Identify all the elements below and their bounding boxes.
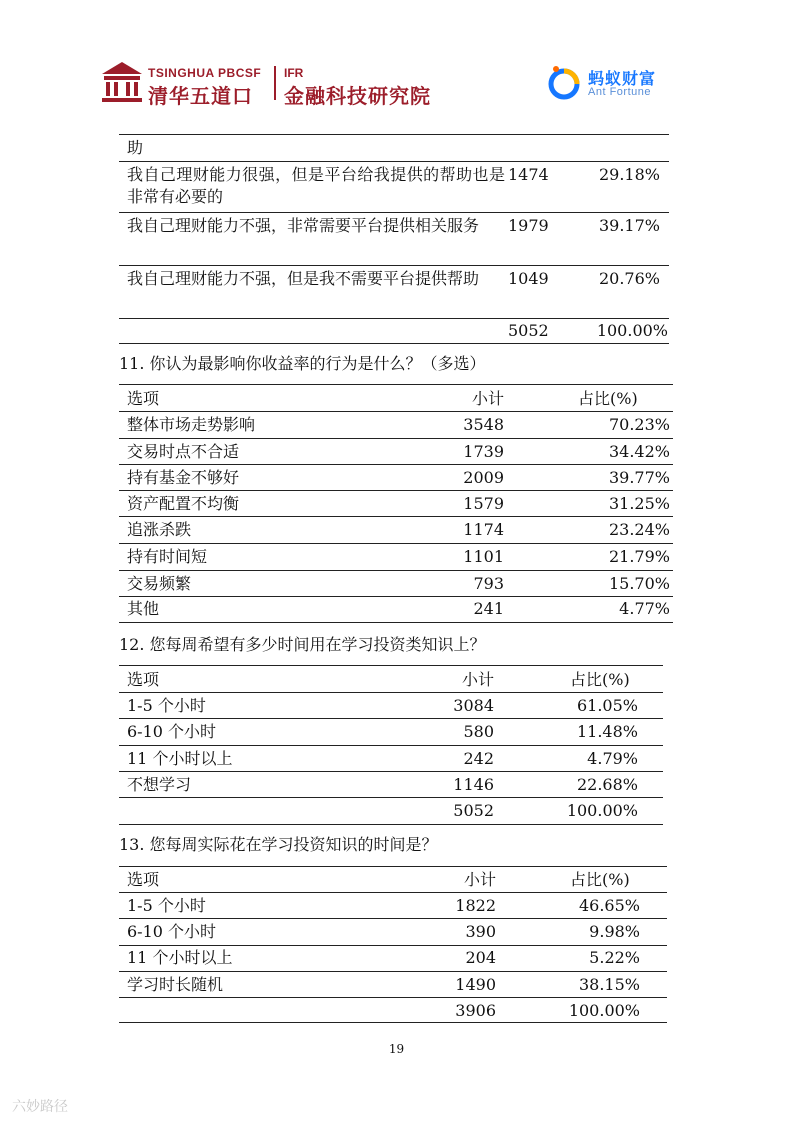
table-header-count: 小计 [461,670,494,689]
table-cell-option: 11 个小时以上 [127,948,233,967]
question-11-title: 11. 你认为最影响你收益率的行为是什么？（多选） [119,354,486,373]
table-cell-pct: 5.22% [589,948,640,967]
table-header-count: 小计 [471,389,504,408]
table-cell-option: 6-10 个小时 [127,722,217,741]
table-cell-pct: 11.48% [576,722,638,741]
question-12-title: 12. 您每周希望有多少时间用在学习投资类知识上？ [119,635,486,654]
page-number: 19 [388,1042,405,1056]
table-cell-count: 1146 [453,775,494,794]
table-cell-pct: 23.24% [608,520,670,539]
table-rule [119,918,667,919]
table-cell-pct: 15.70% [608,574,670,593]
table-rule [119,945,667,946]
table-cell-count: 1049 [508,269,549,288]
table-cell-option: 1-5 个小时 [127,696,206,715]
table-cell-pct: 61.05% [576,696,638,715]
table-cell-pct: 39.77% [608,468,670,487]
table-cell-count: 1822 [455,896,496,915]
table-rule [119,384,673,385]
table-cell-option: 追涨杀跌 [127,520,192,539]
table-cell-pct: 38.15% [578,975,640,994]
table-total-count: 5052 [453,801,494,820]
logo-english-name: TSINGHUA PBCSF [148,66,262,80]
table-cell-option: 1-5 个小时 [127,896,206,915]
table-cell-pct: 9.98% [589,922,640,941]
ant-fortune-english: Ant Fortune [588,86,651,98]
table-total-pct: 100.00% [568,1001,640,1020]
ant-fortune-icon [546,64,582,100]
table-rule [119,438,673,439]
table-rule [119,665,663,666]
table-cell-count: 1490 [455,975,496,994]
table-cell-count: 1174 [463,520,504,539]
table-cell-option: 交易频繁 [127,574,192,593]
table-header-pct: 占比(%) [578,389,638,408]
table-cell-option: 资产配置不均衡 [127,494,240,513]
table-cell-pct: 22.68% [576,775,638,794]
table-cell-pct: 70.23% [608,415,670,434]
table-rule [119,1022,667,1023]
table-rule [119,265,669,266]
table-cell-count: 1579 [463,494,504,513]
table-cell-pct: 4.79% [587,749,638,768]
table-rule [119,692,663,693]
table-cell-option: 6-10 个小时 [127,922,217,941]
table-cell-count: 2009 [463,468,504,487]
tsinghua-emblem-icon [100,60,144,104]
table-cell-count: 241 [473,599,504,618]
logo-chinese-name: 清华五道口 [148,84,253,108]
table-rule [119,490,673,491]
table-header-pct: 占比(%) [570,870,630,889]
table-cell-pct: 46.65% [578,896,640,915]
table-cell-option: 学习时长随机 [127,975,224,994]
table-cell-count: 580 [463,722,494,741]
table-rule [119,318,669,319]
table-cell-option: 我自己理财能力不强，非常需要平台提供相关服务 [127,216,480,235]
watermark: 六妙路径 [12,1099,68,1115]
table-cell-count: 1979 [508,216,549,235]
table-header-option: 选项 [127,670,160,689]
table-header-option: 选项 [127,389,160,408]
table-rule [119,771,663,772]
ifr-label: IFR [284,66,304,80]
table-cell-count: 3084 [453,696,494,715]
table-rule [119,797,663,798]
table-cell-option: 我自己理财能力很强，但是平台给我提供的帮助也是非常有必要的 [127,165,505,206]
table-header-pct: 占比(%) [570,670,630,689]
table-cell-count: 793 [473,574,504,593]
table-rule [119,570,673,571]
table-rule [119,134,669,135]
ant-fortune-chinese: 蚂蚁财富 [588,69,657,88]
table-cell-option: 交易时点不合适 [127,442,240,461]
table-rule [119,892,667,893]
table-cell-pct: 31.25% [608,494,670,513]
table-rule [119,543,673,544]
table-cell-option: 持有时间短 [127,547,208,566]
table-total-count: 5052 [508,321,549,340]
table-cell-pct: 4.77% [619,599,670,618]
table-cell-count: 1739 [463,442,504,461]
table-header-count: 小计 [463,870,496,889]
table-rule [119,971,667,972]
ant-fortune-logo [546,64,676,104]
table-cell-option: 其他 [127,599,160,618]
table-cell-count: 3548 [463,415,504,434]
institute-name: 金融科技研究院 [284,84,431,108]
table-cell-option: 我自己理财能力不强，但是我不需要平台提供帮助 [127,269,480,288]
table-cell-count: 1474 [508,165,549,184]
table-cell-pct: 29.18% [598,165,660,184]
table-rule [119,411,673,412]
table-cell-count: 390 [465,922,496,941]
table-rule [119,745,663,746]
table-total-count: 3906 [455,1001,496,1020]
table-total-pct: 100.00% [596,321,668,340]
logo-divider [274,66,276,100]
table-rule [119,997,667,998]
table-cell-count: 204 [465,948,496,967]
table-rule [119,824,663,825]
table-rule [119,161,669,162]
table-rule [119,718,663,719]
table-header-option: 选项 [127,870,160,889]
table-cell-option: 持有基金不够好 [127,468,240,487]
table-cell-pct: 21.79% [608,547,670,566]
table-cell-count: 1101 [463,547,504,566]
table-rule [119,212,669,213]
tsinghua-pbcsf-logo [100,60,445,110]
table-cell-option: 助 [127,138,144,157]
table-cell-pct: 20.76% [598,269,660,288]
table-rule [119,464,673,465]
table-rule [119,596,673,597]
table-cell-option: 11 个小时以上 [127,749,233,768]
table-rule [119,343,669,344]
table-total-pct: 100.00% [566,801,638,820]
table-cell-pct: 39.17% [598,216,660,235]
table-rule [119,866,667,867]
table-rule [119,622,673,623]
table-cell-pct: 34.42% [608,442,670,461]
table-rule [119,516,673,517]
table-cell-option: 整体市场走势影响 [127,415,256,434]
table-cell-option: 不想学习 [127,775,192,794]
question-13-title: 13. 您每周实际花在学习投资知识的时间是？ [119,835,438,854]
table-cell-count: 242 [463,749,494,768]
